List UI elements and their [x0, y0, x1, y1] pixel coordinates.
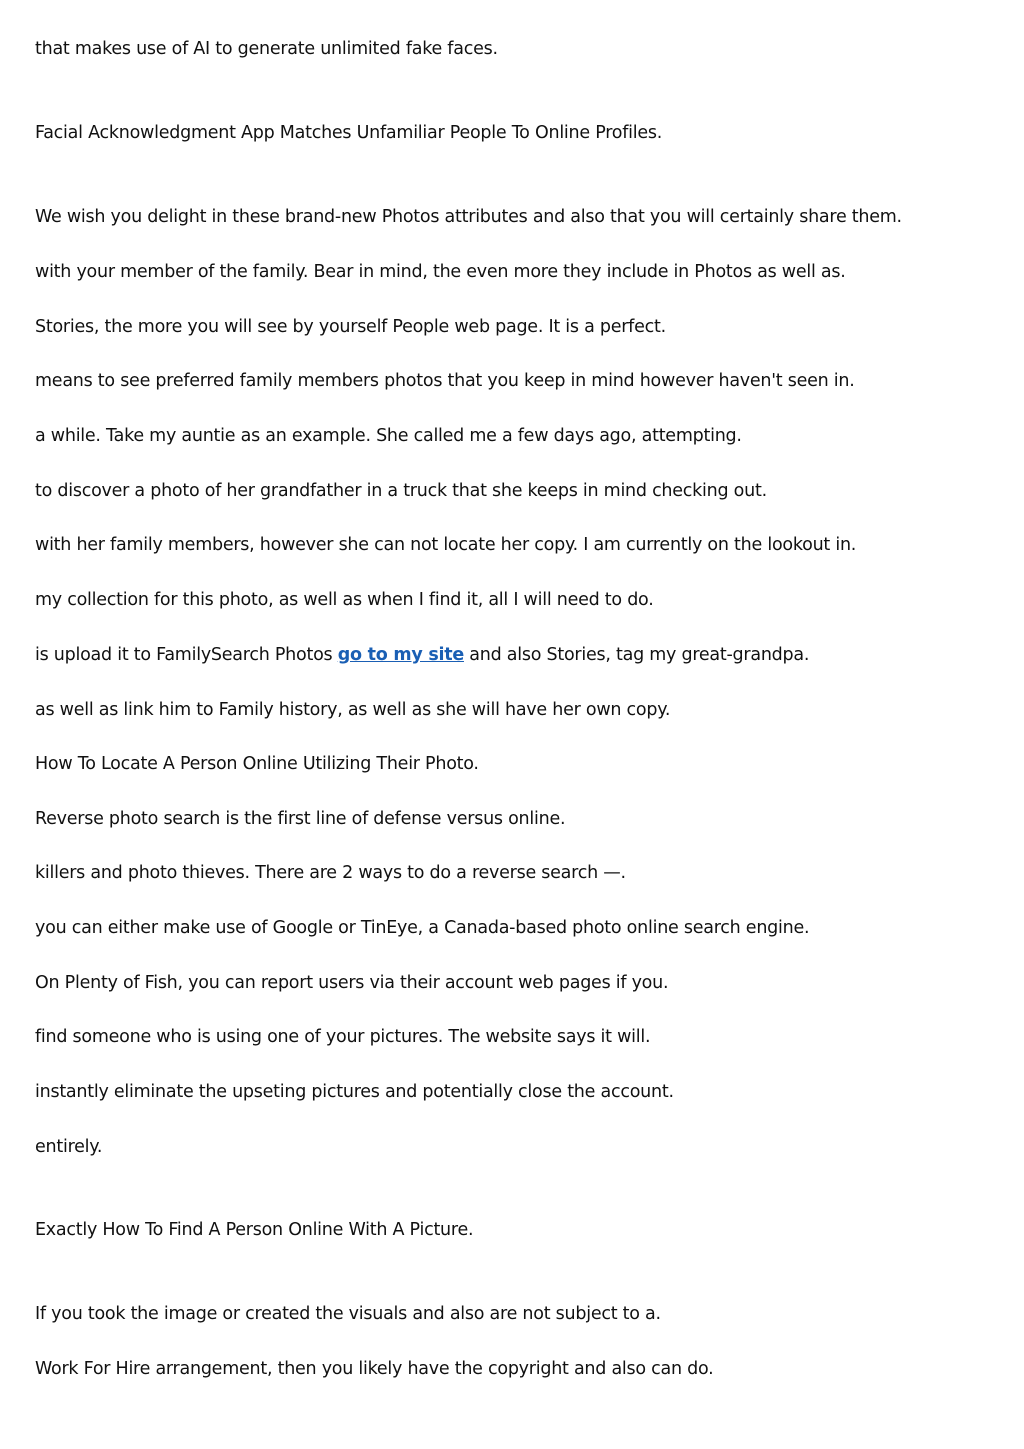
text-segment: and also Stories, tag my great-grandpa.: [463, 645, 810, 665]
text-line: you can either make use of Google or TinEye, a Canada-based photo online search engine.: [35, 918, 810, 938]
text-line: Stories, the more you will see by yourself People web page. It is a perfect.: [35, 317, 666, 337]
text-line: killers and photo thieves. There are 2 ways to do a reverse search —.: [35, 863, 626, 883]
text-line: entirely.: [35, 1137, 103, 1157]
text-line: instantly eliminate the upseting pictures and potentially close the account.: [35, 1082, 674, 1102]
text-line: On Plenty of Fish, you can report users via their account web pages if you.: [35, 973, 669, 993]
text-line: Facial Acknowledgment App Matches Unfamiliar People To Online Profiles.: [35, 123, 663, 143]
text-line: as well as link him to Family history, as well as she will have her own copy.: [35, 700, 671, 720]
text-line: Work For Hire arrangement, then you likely have the copyright and also can do.: [35, 1359, 714, 1379]
text-segment: is upload it to FamilySearch Photos: [35, 645, 338, 665]
go-to-my-site-link[interactable]: go to my site: [337, 645, 464, 665]
text-line: We wish you delight in these brand-new Photos attributes and also that you will certainly share them.: [35, 207, 902, 227]
text-line-with-link: [35, 644, 809, 666]
text-line: How To Locate A Person Online Utilizing Their Photo.: [35, 754, 479, 774]
text-line: that makes use of AI to generate unlimited fake faces.: [35, 39, 498, 59]
text-line: a while. Take my auntie as an example. She called me a few days ago, attempting.: [35, 426, 742, 446]
text-line: with her family members, however she can not locate her copy. I am currently on the lookout in.: [35, 535, 857, 555]
text-line: If you took the image or created the visuals and also are not subject to a.: [35, 1304, 661, 1324]
text-line: Reverse photo search is the first line of defense versus online.: [35, 809, 566, 829]
text-line: find someone who is using one of your pictures. The website says it will.: [35, 1027, 651, 1047]
text-line: with your member of the family. Bear in mind, the even more they include in Photos as well as.: [35, 262, 846, 282]
text-line: Exactly How To Find A Person Online With A Picture.: [35, 1220, 474, 1240]
text-line: to discover a photo of her grandfather in a truck that she keeps in mind checking out.: [35, 481, 767, 501]
text-line: my collection for this photo, as well as when I find it, all I will need to do.: [35, 590, 654, 610]
text-line: means to see preferred family members photos that you keep in mind however haven't seen in.: [35, 371, 855, 391]
